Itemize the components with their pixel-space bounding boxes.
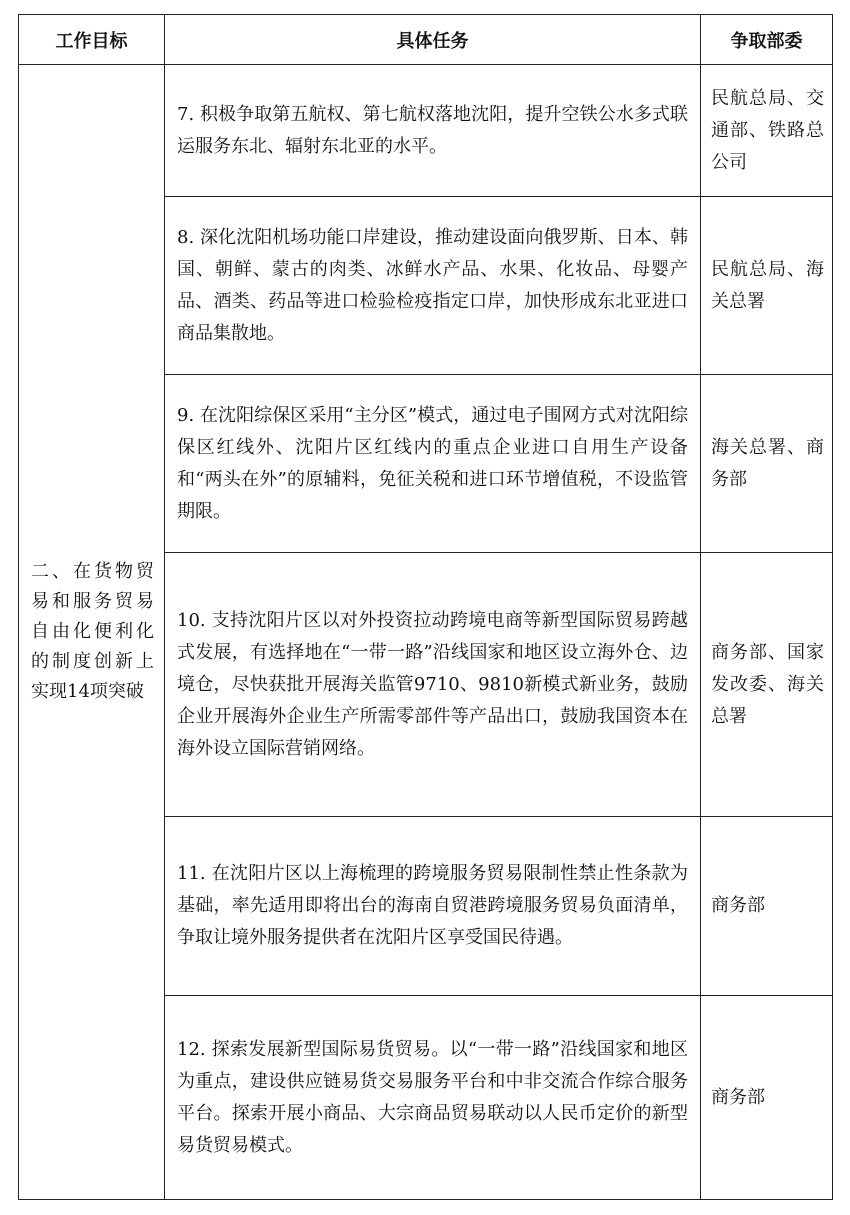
task-cell: 7. 积极争取第五航权、第七航权落地沈阳，提升空铁公水多式联运服务东北、辐射东北亚的水平。 xyxy=(165,65,701,197)
task-cell: 12. 探索发展新型国际易货贸易。以“一带一路”沿线国家和地区为重点，建设供应链易货交易服务平台和中非交流合作综合服务平台。探索开展小商品、大宗商品贸易联动以人民币定价的新型易货贸易模式。 xyxy=(165,996,701,1200)
table-row xyxy=(19,65,833,197)
task-table xyxy=(18,14,833,1200)
header-dept: 争取部委 xyxy=(701,15,833,65)
goal-cell: 二、在货物贸易和服务贸易自由化便利化的制度创新上实现14项突破 xyxy=(19,65,165,1200)
task-cell: 9. 在沈阳综保区采用“主分区”模式，通过电子围网方式对沈阳综保区红线外、沈阳片区红线内的重点企业进口自用生产设备和“两头在外”的原辅料，免征关税和进口环节增值税，不设监管期限。 xyxy=(165,375,701,553)
header-goal: 工作目标 xyxy=(19,15,165,65)
header-task: 具体任务 xyxy=(165,15,701,65)
task-cell: 10. 支持沈阳片区以对外投资拉动跨境电商等新型国际贸易跨越式发展，有选择地在“一带一路”沿线国家和地区设立海外仓、边境仓，尽快获批开展海关监管9710、9810新模式新业务，鼓励企业开展海外企业生产所需零部件等产品出口，鼓励我国资本在海外设立国际营销网络。 xyxy=(165,553,701,817)
dept-cell: 商务部 xyxy=(701,817,833,996)
task-cell: 11. 在沈阳片区以上海梳理的跨境服务贸易限制性禁止性条款为基础，率先适用即将出台的海南自贸港跨境服务贸易负面清单，争取让境外服务提供者在沈阳片区享受国民待遇。 xyxy=(165,817,701,996)
dept-cell: 海关总署、商务部 xyxy=(701,375,833,553)
dept-cell: 商务部 xyxy=(701,996,833,1200)
dept-cell: 民航总局、海关总署 xyxy=(701,197,833,375)
task-cell: 8. 深化沈阳机场功能口岸建设，推动建设面向俄罗斯、日本、韩国、朝鲜、蒙古的肉类、冰鲜水产品、水果、化妆品、母婴产品、酒类、药品等进口检验检疫指定口岸，加快形成东北亚进口商品集散地。 xyxy=(165,197,701,375)
dept-cell: 民航总局、交通部、铁路总公司 xyxy=(701,65,833,197)
table-header-row xyxy=(19,15,833,65)
dept-cell: 商务部、国家发改委、海关总署 xyxy=(701,553,833,817)
